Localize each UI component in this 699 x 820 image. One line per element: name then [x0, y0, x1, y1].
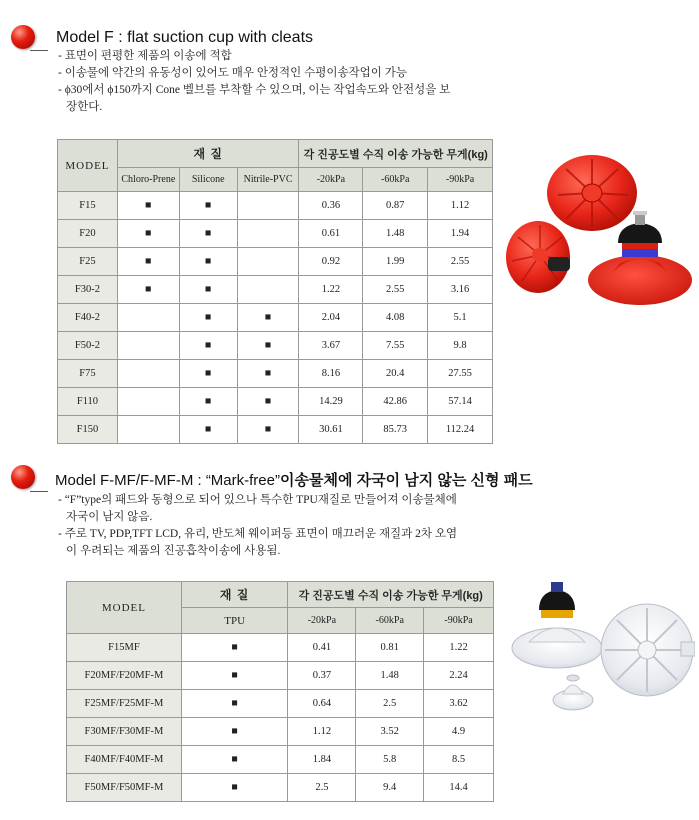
table-cell-90kpa: 8.5: [424, 746, 494, 774]
table-cell-nitrile: ■: [237, 388, 299, 416]
table-cell-20kpa: 1.12: [288, 718, 356, 746]
table-cell-silicone: ■: [179, 332, 237, 360]
table-cell-90kpa: 9.8: [428, 332, 493, 360]
table-cell-90kpa: 14.4: [424, 774, 494, 802]
table-cell-model: F40MF/F40MF-M: [67, 746, 182, 774]
bullet-ball-icon: [11, 465, 35, 489]
table-cell-tpu: ■: [181, 718, 288, 746]
description-line: 이 우려되는 제품의 진공흡착이송에 사용됨.: [66, 545, 281, 557]
table-cell-60kpa: 9.4: [356, 774, 424, 802]
table-row: [58, 220, 493, 248]
table-cell-20kpa: 0.64: [288, 690, 356, 718]
table-cell-90kpa: 1.22: [424, 634, 494, 662]
table-cell-model: F25MF/F25MF-M: [67, 690, 182, 718]
table-cell-60kpa: 0.81: [356, 634, 424, 662]
table-cell-20kpa: 0.37: [288, 662, 356, 690]
table-cell-60kpa: 2.55: [363, 276, 428, 304]
table-cell-60kpa: 1.99: [363, 248, 428, 276]
table-cell-model: F25: [58, 248, 118, 276]
section-title-text: 이송물체에 자국이 남지 않는 신형 패드: [279, 472, 533, 489]
table-cell-nitrile: [237, 220, 299, 248]
table-cell-20kpa: 0.92: [299, 248, 363, 276]
table-cell-90kpa: 2.24: [424, 662, 494, 690]
table-cell-tpu: ■: [181, 690, 288, 718]
table-row: [67, 690, 494, 718]
header-weight: 각 진공도별 수직 이송 가능한 무게(kg): [288, 582, 494, 608]
table-row: [58, 304, 493, 332]
table-cell-model: F15MF: [67, 634, 182, 662]
table-cell-silicone: ■: [179, 360, 237, 388]
table-row: [58, 276, 493, 304]
table-cell-60kpa: 0.87: [363, 192, 428, 220]
table-cell-silicone: ■: [179, 416, 237, 444]
description-line: - “F”type의 패드와 동형으로 되어 있으나 특수한 TPU재질로 만들어져 이송물체에: [58, 494, 457, 506]
bullet-ball-icon: [11, 25, 35, 49]
table-cell-model: F110: [58, 388, 118, 416]
clear-suction-cup-image: [505, 580, 695, 730]
table-cell-20kpa: 2.04: [299, 304, 363, 332]
table-cell-model: F50-2: [58, 332, 118, 360]
table-row: [67, 662, 494, 690]
description-line: - 주로 TV, PDP,TFT LCD, 유리, 반도체 웨이퍼등 표면이 매끄러운 재질과 2차 오염: [58, 528, 458, 540]
table-cell-90kpa: 57.14: [428, 388, 493, 416]
bullet-underline: [30, 50, 48, 51]
table-cell-nitrile: ■: [237, 416, 299, 444]
table-cell-model: F50MF/F50MF-M: [67, 774, 182, 802]
table-row: [58, 416, 493, 444]
table-cell-20kpa: 1.22: [299, 276, 363, 304]
table-cell-20kpa: 8.16: [299, 360, 363, 388]
table-row: [67, 746, 494, 774]
table-cell-silicone: ■: [179, 192, 237, 220]
table-cell-chloroprene: [117, 388, 179, 416]
table-cell-chloroprene: ■: [117, 248, 179, 276]
header-material-tpu: TPU: [181, 608, 288, 634]
header-pressure-60: -60kPa: [363, 168, 428, 192]
table-cell-90kpa: 1.12: [428, 192, 493, 220]
table-cell-tpu: ■: [181, 774, 288, 802]
table-cell-chloroprene: [117, 360, 179, 388]
table-row: [58, 332, 493, 360]
table-cell-nitrile: [237, 248, 299, 276]
table-cell-90kpa: 3.16: [428, 276, 493, 304]
table-cell-20kpa: 1.84: [288, 746, 356, 774]
table-cell-model: F30-2: [58, 276, 118, 304]
spec-table-f: [57, 139, 493, 444]
header-pressure-90: -90kPa: [424, 608, 494, 634]
table-cell-tpu: ■: [181, 746, 288, 774]
table-cell-60kpa: 85.73: [363, 416, 428, 444]
table-cell-tpu: ■: [181, 634, 288, 662]
table-cell-tpu: ■: [181, 662, 288, 690]
table-cell-model: F30MF/F30MF-M: [67, 718, 182, 746]
bullet-underline: [30, 491, 48, 492]
table-row: [58, 248, 493, 276]
header-pressure-90: -90kPa: [428, 168, 493, 192]
table-cell-silicone: ■: [179, 304, 237, 332]
table-cell-nitrile: ■: [237, 304, 299, 332]
section-model-f-mf: [0, 455, 699, 820]
table-cell-chloroprene: ■: [117, 192, 179, 220]
header-material: 재 질: [181, 582, 288, 608]
table-cell-60kpa: 1.48: [363, 220, 428, 248]
header-pressure-60: -60kPa: [356, 608, 424, 634]
table-cell-60kpa: 42.86: [363, 388, 428, 416]
table-cell-90kpa: 27.55: [428, 360, 493, 388]
table-cell-nitrile: ■: [237, 360, 299, 388]
table-cell-model: F20MF/F20MF-M: [67, 662, 182, 690]
header-weight: 각 진공도별 수직 이송 가능한 무게(kg): [299, 140, 493, 168]
table-cell-60kpa: 2.5: [356, 690, 424, 718]
table-cell-model: F15: [58, 192, 118, 220]
table-cell-60kpa: 1.48: [356, 662, 424, 690]
table-row: [58, 192, 493, 220]
table-row: [67, 774, 494, 802]
table-row: [67, 634, 494, 662]
table-cell-model: F150: [58, 416, 118, 444]
table-cell-20kpa: 3.67: [299, 332, 363, 360]
table-cell-20kpa: 14.29: [299, 388, 363, 416]
table-cell-chloroprene: [117, 416, 179, 444]
table-row: [67, 718, 494, 746]
table-cell-90kpa: 2.55: [428, 248, 493, 276]
table-cell-20kpa: 0.61: [299, 220, 363, 248]
table-cell-90kpa: 5.1: [428, 304, 493, 332]
header-pressure-20: -20kPa: [299, 168, 363, 192]
description-line: 장한다.: [66, 101, 103, 113]
table-cell-silicone: ■: [179, 220, 237, 248]
table-cell-60kpa: 3.52: [356, 718, 424, 746]
table-cell-chloroprene: [117, 304, 179, 332]
table-cell-silicone: ■: [179, 248, 237, 276]
table-cell-60kpa: 7.55: [363, 332, 428, 360]
table-cell-nitrile: [237, 276, 299, 304]
description-line: 자국이 남지 않음.: [66, 511, 153, 523]
table-cell-chloroprene: ■: [117, 276, 179, 304]
header-pressure-20: -20kPa: [288, 608, 356, 634]
description-line: - ϕ30에서 ϕ150까지 Cone 벨브를 부착할 수 있으며, 이는 작업속도와 안전성을 보: [58, 84, 451, 96]
table-cell-60kpa: 5.8: [356, 746, 424, 774]
table-cell-90kpa: 112.24: [428, 416, 493, 444]
red-suction-cup-image: [500, 145, 695, 320]
header-material-chloroprene: Chloro-Prene: [117, 168, 179, 192]
table-row: [58, 388, 493, 416]
table-cell-chloroprene: ■: [117, 220, 179, 248]
table-cell-nitrile: [237, 192, 299, 220]
section-title: [55, 469, 533, 490]
table-cell-20kpa: 30.61: [299, 416, 363, 444]
table-cell-model: F40-2: [58, 304, 118, 332]
table-cell-90kpa: 4.9: [424, 718, 494, 746]
section-title-text: flat suction cup with cleats: [127, 29, 314, 46]
table-cell-90kpa: 1.94: [428, 220, 493, 248]
table-cell-model: F20: [58, 220, 118, 248]
section-description: [58, 492, 457, 560]
table-cell-60kpa: 4.08: [363, 304, 428, 332]
table-cell-20kpa: 0.41: [288, 634, 356, 662]
header-material-nitrile: Nitrile-PVC: [237, 168, 299, 192]
section-title-prefix: Model F :: [56, 29, 123, 46]
header-material: 재 질: [117, 140, 299, 168]
table-cell-model: F75: [58, 360, 118, 388]
header-model: MODEL: [58, 140, 118, 192]
table-row: [58, 360, 493, 388]
table-cell-20kpa: 0.36: [299, 192, 363, 220]
table-cell-nitrile: ■: [237, 332, 299, 360]
description-line: - 이송물에 약간의 유동성이 있어도 매우 안정적인 수평이송작업이 가능: [58, 67, 407, 79]
table-cell-60kpa: 20.4: [363, 360, 428, 388]
header-model: MODEL: [67, 582, 182, 634]
table-cell-silicone: ■: [179, 388, 237, 416]
table-cell-chloroprene: [117, 332, 179, 360]
table-cell-silicone: ■: [179, 276, 237, 304]
spec-table-fmf: [66, 581, 494, 802]
table-cell-90kpa: 3.62: [424, 690, 494, 718]
section-title: [56, 29, 313, 47]
table-cell-20kpa: 2.5: [288, 774, 356, 802]
description-line: - 표면이 편평한 제품의 이송에 적합: [58, 50, 232, 62]
section-title-prefix: Model F-MF/F-MF-M : “Mark-free”: [55, 472, 280, 489]
header-material-silicone: Silicone: [179, 168, 237, 192]
section-description: [58, 48, 450, 116]
